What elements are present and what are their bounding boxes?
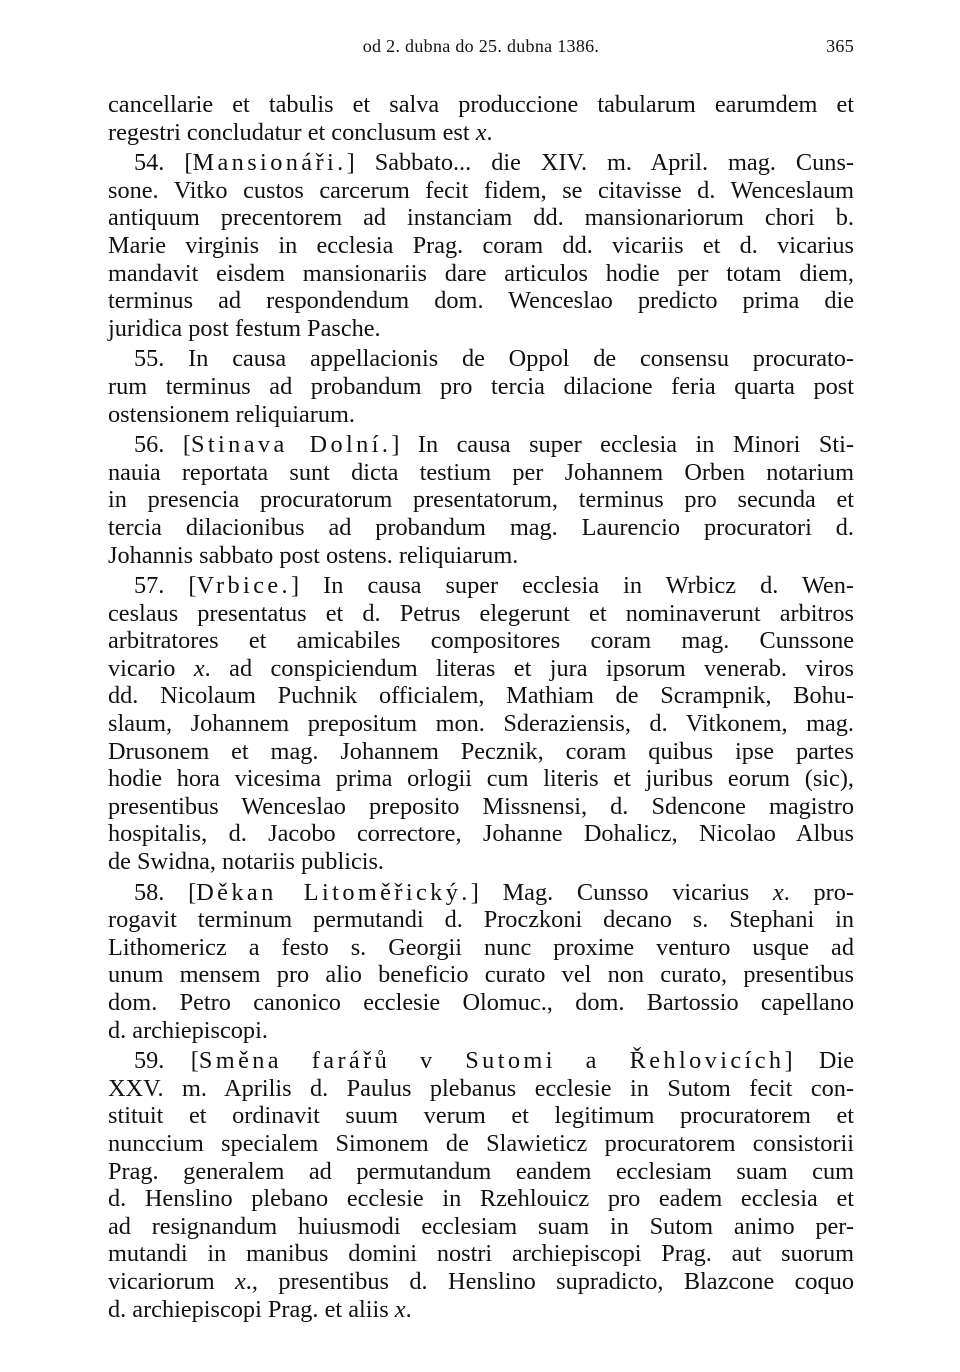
- text-segment: ] In causa super ecclesia in Minori Sti-: [391, 431, 854, 459]
- spaced-heading: Mansionáři.: [192, 149, 347, 177]
- text-line: [108, 879, 854, 907]
- text-line: [108, 627, 854, 655]
- text-line: [108, 820, 854, 848]
- text-segment: slaum, Johannem prepositum mon. Sderaziensis, d. Vitkonem, mag.: [108, 710, 854, 738]
- text-line: [108, 1102, 854, 1130]
- text-segment: 59. [: [134, 1047, 199, 1075]
- text-segment: stituit et ordinavit suum verum et legitimum procuratorem et: [108, 1102, 854, 1130]
- text-line: [108, 934, 854, 962]
- abbreviation-mark: x: [394, 1295, 406, 1323]
- text-line: [108, 1017, 854, 1045]
- text-line: [108, 177, 854, 205]
- text-line: [108, 373, 854, 401]
- text-segment: d. archiepiscopi Prag. et aliis: [108, 1295, 395, 1323]
- spaced-heading: Děkan Litoměřický.: [196, 878, 471, 906]
- text-line: [108, 287, 854, 315]
- text-segment: dd. Nicolaum Puchnik officialem, Mathiam de Scrampnik, Bohu-: [108, 682, 854, 710]
- text-line: [108, 738, 854, 766]
- text-line: [108, 600, 854, 628]
- text-segment: ] Mag. Cunsso vicarius: [470, 878, 773, 906]
- text-segment: vicario: [108, 654, 194, 682]
- text-segment: sone. Vitko custos carcerum fecit fidem, se citavisse d. Wenceslaum: [108, 176, 854, 204]
- text-segment: . ad conspiciendum literas et jura ipsorum venerab. viros: [204, 654, 854, 682]
- text-segment: 55. In causa appellacionis de Oppol de consensu procurato-: [134, 345, 854, 373]
- text-segment: 54. [: [134, 149, 193, 177]
- text-segment: 57. [: [134, 572, 197, 600]
- text-line: [108, 682, 854, 710]
- document-page: [108, 0, 854, 1372]
- text-line: [108, 655, 854, 683]
- text-line: [108, 793, 854, 821]
- text-segment: Lithomericz a festo s. Georgii nunc proxime venturo usque ad: [108, 933, 854, 961]
- text-segment: cancellarie et tabulis et salva produccione tabularum earumdem et: [108, 91, 854, 118]
- text-line: [108, 315, 854, 343]
- paragraph: [108, 149, 854, 342]
- text-segment: terminus ad respondendum dom. Wenceslao predicto prima die: [108, 287, 854, 315]
- text-segment: hodie hora vicesima prima orlogii cum literis et juribus eorum (sic),: [108, 765, 854, 793]
- text-line: [108, 1185, 854, 1213]
- text-line: [108, 1268, 854, 1296]
- spaced-heading: Vrbice.: [196, 572, 292, 600]
- paragraph: [108, 431, 854, 569]
- text-segment: arbitratores et amicabiles compositores coram mag. Cunssone: [108, 627, 854, 655]
- text-segment: in presencia procuratorum presentatorum, terminus pro secunda et: [108, 486, 854, 514]
- text-segment: ] In causa super ecclesia in Wrbicz d. Wen-: [291, 572, 854, 600]
- text-segment: ostensionem reliquiarum.: [108, 400, 355, 428]
- paragraph: [108, 1047, 854, 1323]
- text-line: [108, 1296, 854, 1324]
- text-line: [108, 260, 854, 288]
- text-segment: ] Sabbato... die XIV. m. April. mag. Cuns-: [346, 149, 854, 177]
- text-line: [108, 149, 854, 177]
- page-number: 365: [826, 36, 854, 56]
- text-line: [108, 1075, 854, 1103]
- text-segment: mandavit eisdem mansionariis dare articulos hodie per totam diem,: [108, 259, 854, 287]
- text-segment: rogavit terminum permutandi d. Proczkoni decano s. Stephani in: [108, 906, 854, 934]
- text-line: [108, 401, 854, 429]
- text-segment: d. Henslino plebano ecclesie in Rzehlouicz pro eadem ecclesia et: [108, 1185, 854, 1213]
- text-line: [108, 1130, 854, 1158]
- abbreviation-mark: x: [235, 1267, 246, 1295]
- text-segment: dom. Petro canonico ecclesie Olomuc., dom. Bartossio capellano: [108, 989, 854, 1016]
- text-segment: Drusonem et mag. Johannem Pecznik, coram quibus ipse partes: [108, 737, 854, 765]
- text-segment: Johannis sabbato post ostens. reliquiarum.: [108, 541, 519, 569]
- text-line: [108, 514, 854, 542]
- text-line: [108, 710, 854, 738]
- text-line: [108, 232, 854, 260]
- text-segment: XXV. m. Aprilis d. Paulus plebanus ecclesie in Sutom fecit con-: [108, 1074, 854, 1102]
- paragraph: [108, 345, 854, 428]
- text-segment: ad resignandum huiusmodi ecclesiam suam in Sutom animo per-: [108, 1212, 854, 1240]
- text-segment: rum terminus ad probandum pro tercia dilacione feria quarta post: [108, 372, 854, 400]
- text-segment: ] Die: [784, 1047, 854, 1075]
- text-segment: juridica post festum Pasche.: [108, 314, 381, 342]
- spaced-heading: Stinava Dolní.: [190, 431, 392, 459]
- running-head: [108, 36, 854, 62]
- paragraph: [108, 572, 854, 876]
- text-segment: .: [486, 118, 493, 146]
- text-line: [108, 1047, 854, 1075]
- abbreviation-mark: x: [475, 118, 487, 146]
- abbreviation-mark: x: [772, 878, 784, 906]
- text-segment: mutandi in manibus domini nostri archiepiscopi Prag. aut suorum: [108, 1240, 854, 1268]
- text-line: [108, 486, 854, 514]
- text-segment: hospitalis, d. Jacobo correctore, Johanne Dohalicz, Nicolao Albus: [108, 820, 854, 848]
- text-line: [108, 906, 854, 934]
- text-segment: tercia dilacionibus ad probandum mag. Laurencio procuratori d.: [108, 513, 854, 541]
- text-segment: unum mensem pro alio beneficio curato vel non curato, presentibus: [108, 961, 854, 989]
- text-segment: regestri concludatur et conclusum est: [108, 118, 476, 146]
- text-line: [108, 204, 854, 232]
- paragraph: [108, 879, 854, 1045]
- text-line: [108, 459, 854, 487]
- text-line: [108, 119, 854, 147]
- text-segment: 56. [: [134, 431, 191, 459]
- text-line: [108, 91, 854, 119]
- text-segment: de Swidna, notariis publicis.: [108, 848, 385, 876]
- running-title: od 2. dubna do 25. dubna 1386.: [362, 36, 600, 56]
- text-segment: vicariorum: [108, 1267, 235, 1295]
- text-segment: nauia reportata sunt dicta testium per Johannem Orben notarium: [108, 458, 854, 486]
- text-line: [108, 1158, 854, 1186]
- body-text: [108, 91, 854, 1323]
- text-line: [108, 345, 854, 373]
- text-line: [108, 848, 854, 876]
- text-line: [108, 765, 854, 793]
- text-line: [108, 989, 854, 1017]
- text-line: [108, 542, 854, 570]
- spaced-heading: Směna farářů v Sutomi a Řehlovicích: [198, 1047, 785, 1075]
- paragraph: [108, 91, 854, 146]
- text-segment: antiquum precentorem ad instanciam dd. mansionariorum chori b.: [108, 204, 854, 232]
- text-line: [108, 431, 854, 459]
- text-segment: 58. [: [134, 878, 197, 906]
- text-segment: d. archiepiscopi.: [108, 1016, 268, 1044]
- text-segment: Marie virginis in ecclesia Prag. coram dd. vicariis et d. vicarius: [108, 231, 854, 259]
- abbreviation-mark: x: [193, 654, 205, 682]
- text-segment: . pro-: [783, 878, 854, 906]
- text-line: [108, 961, 854, 989]
- text-line: [108, 1240, 854, 1268]
- text-segment: presentibus Wenceslao preposito Missnensi, d. Sdencone magistro: [108, 792, 854, 820]
- text-segment: ceslaus presentatus et d. Petrus elegerunt et nominaverunt arbitros: [108, 599, 854, 627]
- text-segment: nunccium specialem Simonem de Slawieticz procuratorem consistorii: [108, 1129, 854, 1157]
- text-segment: ., presentibus d. Henslino supradicto, Blazcone coquo: [245, 1267, 855, 1295]
- text-segment: Prag. generalem ad permutandum eandem ecclesiam suam cum: [108, 1157, 854, 1185]
- text-line: [108, 1213, 854, 1241]
- text-segment: .: [405, 1295, 412, 1323]
- text-line: [108, 572, 854, 600]
